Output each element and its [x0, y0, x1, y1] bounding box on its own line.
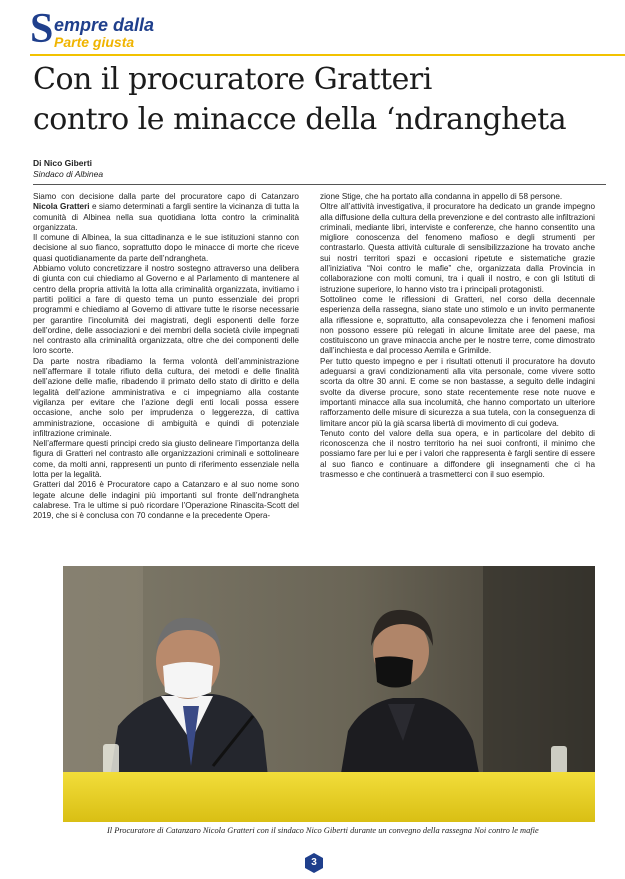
article-photo — [63, 566, 595, 822]
paragraph: Oltre all’attività investigativa, il procuratore ha dedicato un grande impegno alla diffusione della cultura della prevenzione e del contrasto alle infiltrazioni criminali, mediante libri, interviste e conferenze, che hanno consentito una migliore conoscenza del fenomeno mafioso e degli strumenti per contrastarlo. Questa attività culturale di sensibilizzazione ha trovato anche sui nostri territori spazi e occasioni ripetute e sistematiche grazie all’iniziativa “Noi contro le mafie” che, organizzata dalla Provincia in collaborazione con molti comuni, tra i quali il nostro, e con gli Istituti di istruzione superiore, lo hanno visto tra i principali protagonisti. — [320, 202, 595, 294]
title-line-2: contro le minacce della ‘ndrangheta — [33, 102, 567, 137]
photo-caption: Il Procuratore di Catanzaro Nicola Gratteri con il sindaco Nico Giberti durante un convegno della rassegna Noi contro le mafie — [107, 826, 539, 835]
byline — [33, 158, 103, 180]
page-number: 3 — [311, 857, 317, 868]
photo-illustration — [63, 566, 595, 822]
title-line-1: Con il procuratore Gratteri — [33, 62, 432, 97]
paragraph: Il comune di Albinea, la sua cittadinanza e le sue istituzioni stanno con decisione al suo fianco, soprattutto dopo le minacce di morte che riceve quasi quotidianamente da parte dell’ndrangheta. — [33, 233, 299, 263]
paragraph: Gratteri dal 2016 è Procuratore capo a Catanzaro e al suo nome sono legate alcune delle indagini più importanti sul fronte dell’ndrangheta calabrese. Tra le ultime si può ricordare l’Operazione Rinascita-Scott del 2019, che si è conclusa con 70 condanne e la precedente Opera- — [33, 480, 299, 521]
paragraph: Da parte nostra ribadiamo la ferma volontà dell’amministrazione nell’affermare il totale rifiuto della cultura, dei metodi e delle finalità dell’azione delle mafie, ribadendo il primato dello stato di diritto e della legalità dell’azione amministrativa e ci impegniamo alla costante vigilanza per evitare che l’azione degli enti locali possa essere occasione, anche solo per imprudenza o leggerezza, di cattiva amministrazione, occasione di ambiguità e quindi di potenziale infiltrazione criminale. — [33, 356, 299, 438]
paragraph: Sottolineo come le riflessioni di Gratteri, nel corso della decennale esperienza della rassegna, siano state uno stimolo e un invito permanente alla riflessione e, soprattutto, alla consapevolezza che i fenomeni mafiosi non possono essere più relegati in alcune limitate aree del paese, ma costituiscono un grave minaccia anche per le nostre terre, come dimostrato dall’inchiesta e dal processo Aemila e Grimilde. — [320, 294, 595, 356]
paragraph: Nell’affermare questi principi credo sia giusto delineare l’importanza della figura di Gratteri nel contrasto alle organizzazioni criminali e sottolineare come, da molti anni, rappresenti un punto di riferimento essenziale nella lotta per la legalità. — [33, 439, 299, 480]
page-number-badge — [303, 852, 325, 874]
article-title — [33, 60, 613, 140]
author-role: Sindaco di Albinea — [33, 169, 104, 179]
paragraph: Per tutto questo impegno e per i risultati ottenuti il procuratore ha dovuto adeguarsi a gravi condizionamenti alla vita personale, come vivere sotto scorta da oltre 30 anni. E come se non bastasse, a seguito delle indagini svolte da diverse procure, sono state recentemente rese note nuove e importanti minacce alla sua incolumità, che hanno comportato un ulteriore rafforzamento delle misure di sicurezza a sua tutela, con la conseguenza di limitare ancor più la già scarsa libertà di movimento di cui godeva. — [320, 356, 595, 428]
logo-initial: S — [30, 6, 54, 52]
logo-line-1: empre dalla — [54, 15, 155, 35]
header-rule — [30, 54, 625, 56]
paragraph: zione Stige, che ha portato alla condanna in appello di 58 persone. — [320, 192, 563, 201]
byline-rule — [33, 184, 606, 185]
paragraph: Siamo con decisione dalla parte del procuratore capo di Catanzaro Nicola Gratteri e siamo determinati a fargli sentire la vicinanza di tutta la comunità di Albinea nella sua quotidiana lotta contro la criminalità organizzata. — [33, 192, 299, 232]
paragraph: Abbiamo voluto concretizzare il nostro sostegno attraverso una delibera di giunta con cui chiediamo al Governo e al Parlamento di mantenere al centro della propria attività la lotta alla criminalità organizzata, invitiamo i partiti politici a fare di questo tema un punto essenziale dei propri programmi e chiediamo al Governo di attivare tutte le risorse necessarie per garantire l’incolumità dei magistrati, degli esponenti delle forze dell’ordine, delle associazioni e dei membri della società civile impegnati nel contrasto alla criminalità organizzata, oltre che dei componenti delle loro scorte. — [33, 264, 299, 356]
body-column-right — [320, 192, 595, 480]
column-logo — [30, 6, 190, 54]
logo-line-2: Parte giusta — [54, 34, 135, 50]
author-name: Di Nico Giberti — [33, 158, 93, 168]
body-column-left — [33, 192, 299, 522]
masthead — [0, 0, 625, 54]
paragraph: Tenuto conto del valore della sua opera, e in particolare del debito di riconoscenza che il nostro territorio ha nei suoi confronti, il minimo che possiamo fare per lui e per i valori che rappresenta è fargli sentire di essere al suo fianco e continuare a diffondere gli insegnamenti che ci ha trasmesso e che continuerà a trasmetterci con il suo esempio. — [320, 428, 595, 480]
